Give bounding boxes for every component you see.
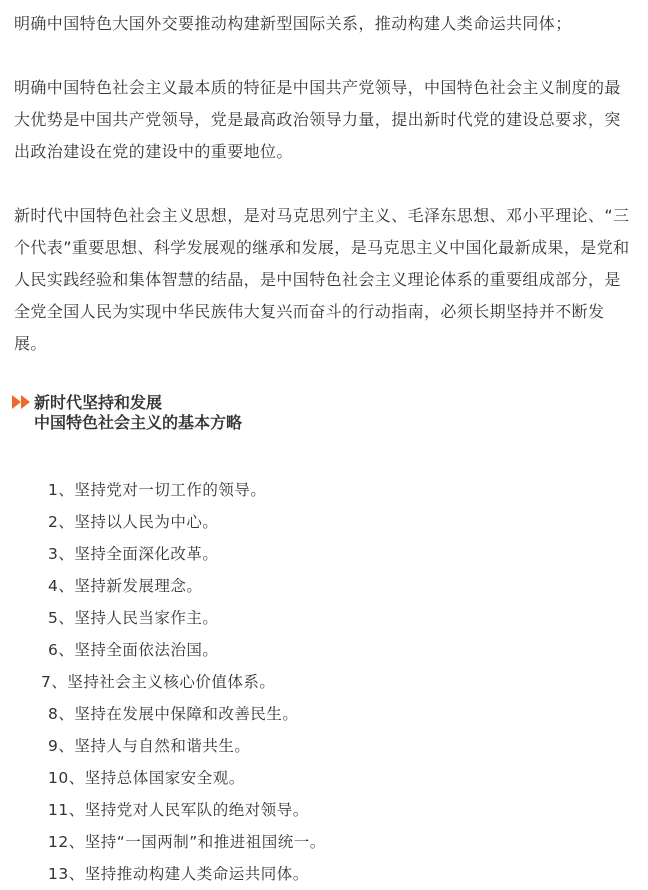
section-title-line2: 中国特色社会主义的基本方略 (34, 413, 243, 432)
list-item: 7、坚持社会主义核心价值体系。 (41, 673, 276, 691)
list-item: 9、坚持人与自然和谐共生。 (48, 737, 251, 755)
list-item: 5、坚持人民当家作主。 (48, 609, 219, 627)
arrow-shape-2 (21, 395, 30, 409)
list-item: 6、坚持全面依法治国。 (48, 641, 219, 659)
list-item: 13、坚持推动构建人类命运共同体。 (48, 865, 309, 883)
list-item: 10、坚持总体国家安全观。 (48, 769, 245, 787)
paragraph-foreign-policy: 明确中国特色大国外交要推动构建新型国际关系，推动构建人类命运共同体； (14, 14, 572, 33)
list-item: 4、坚持新发展理念。 (48, 577, 203, 595)
strategy-list (0, 474, 648, 890)
paragraph-party-leadership: 明确中国特色社会主义最本质的特征是中国共产党领导，中国特色社会主义制度的最大优势是中国共产党领导，党是最高政治领导力量，提出新时代党的建设总要求，突出政治建设在党的建设中的重要地位。 (14, 78, 621, 161)
double-arrow-right-icon (12, 395, 34, 409)
list-item: 12、坚持“一国两制”和推进祖国统一。 (48, 833, 326, 851)
paragraph-new-era-thought: 新时代中国特色社会主义思想，是对马克思列宁主义、毛泽东思想、邓小平理论、“三个代表”重要思想、科学发展观的继承和发展，是马克思主义中国化最新成果，是党和人民实践经验和集体智慧的结晶，是中国特色社会主义理论体系的重要组成部分，是全党全国人民为实现中华民族伟大复兴而奋斗的行动指南，必须长期坚持并不断发展。 (14, 206, 630, 353)
arrow-shape-1 (12, 395, 21, 409)
list-item: 11、坚持党对人民军队的绝对领导。 (48, 801, 309, 819)
list-item: 3、坚持全面深化改革。 (48, 545, 219, 563)
list-item: 2、坚持以人民为中心。 (48, 513, 219, 531)
list-item: 1、坚持党对一切工作的领导。 (48, 481, 267, 499)
list-item: 8、坚持在发展中保障和改善民生。 (48, 705, 299, 723)
section-title-line1: 新时代坚持和发展 (34, 393, 163, 412)
